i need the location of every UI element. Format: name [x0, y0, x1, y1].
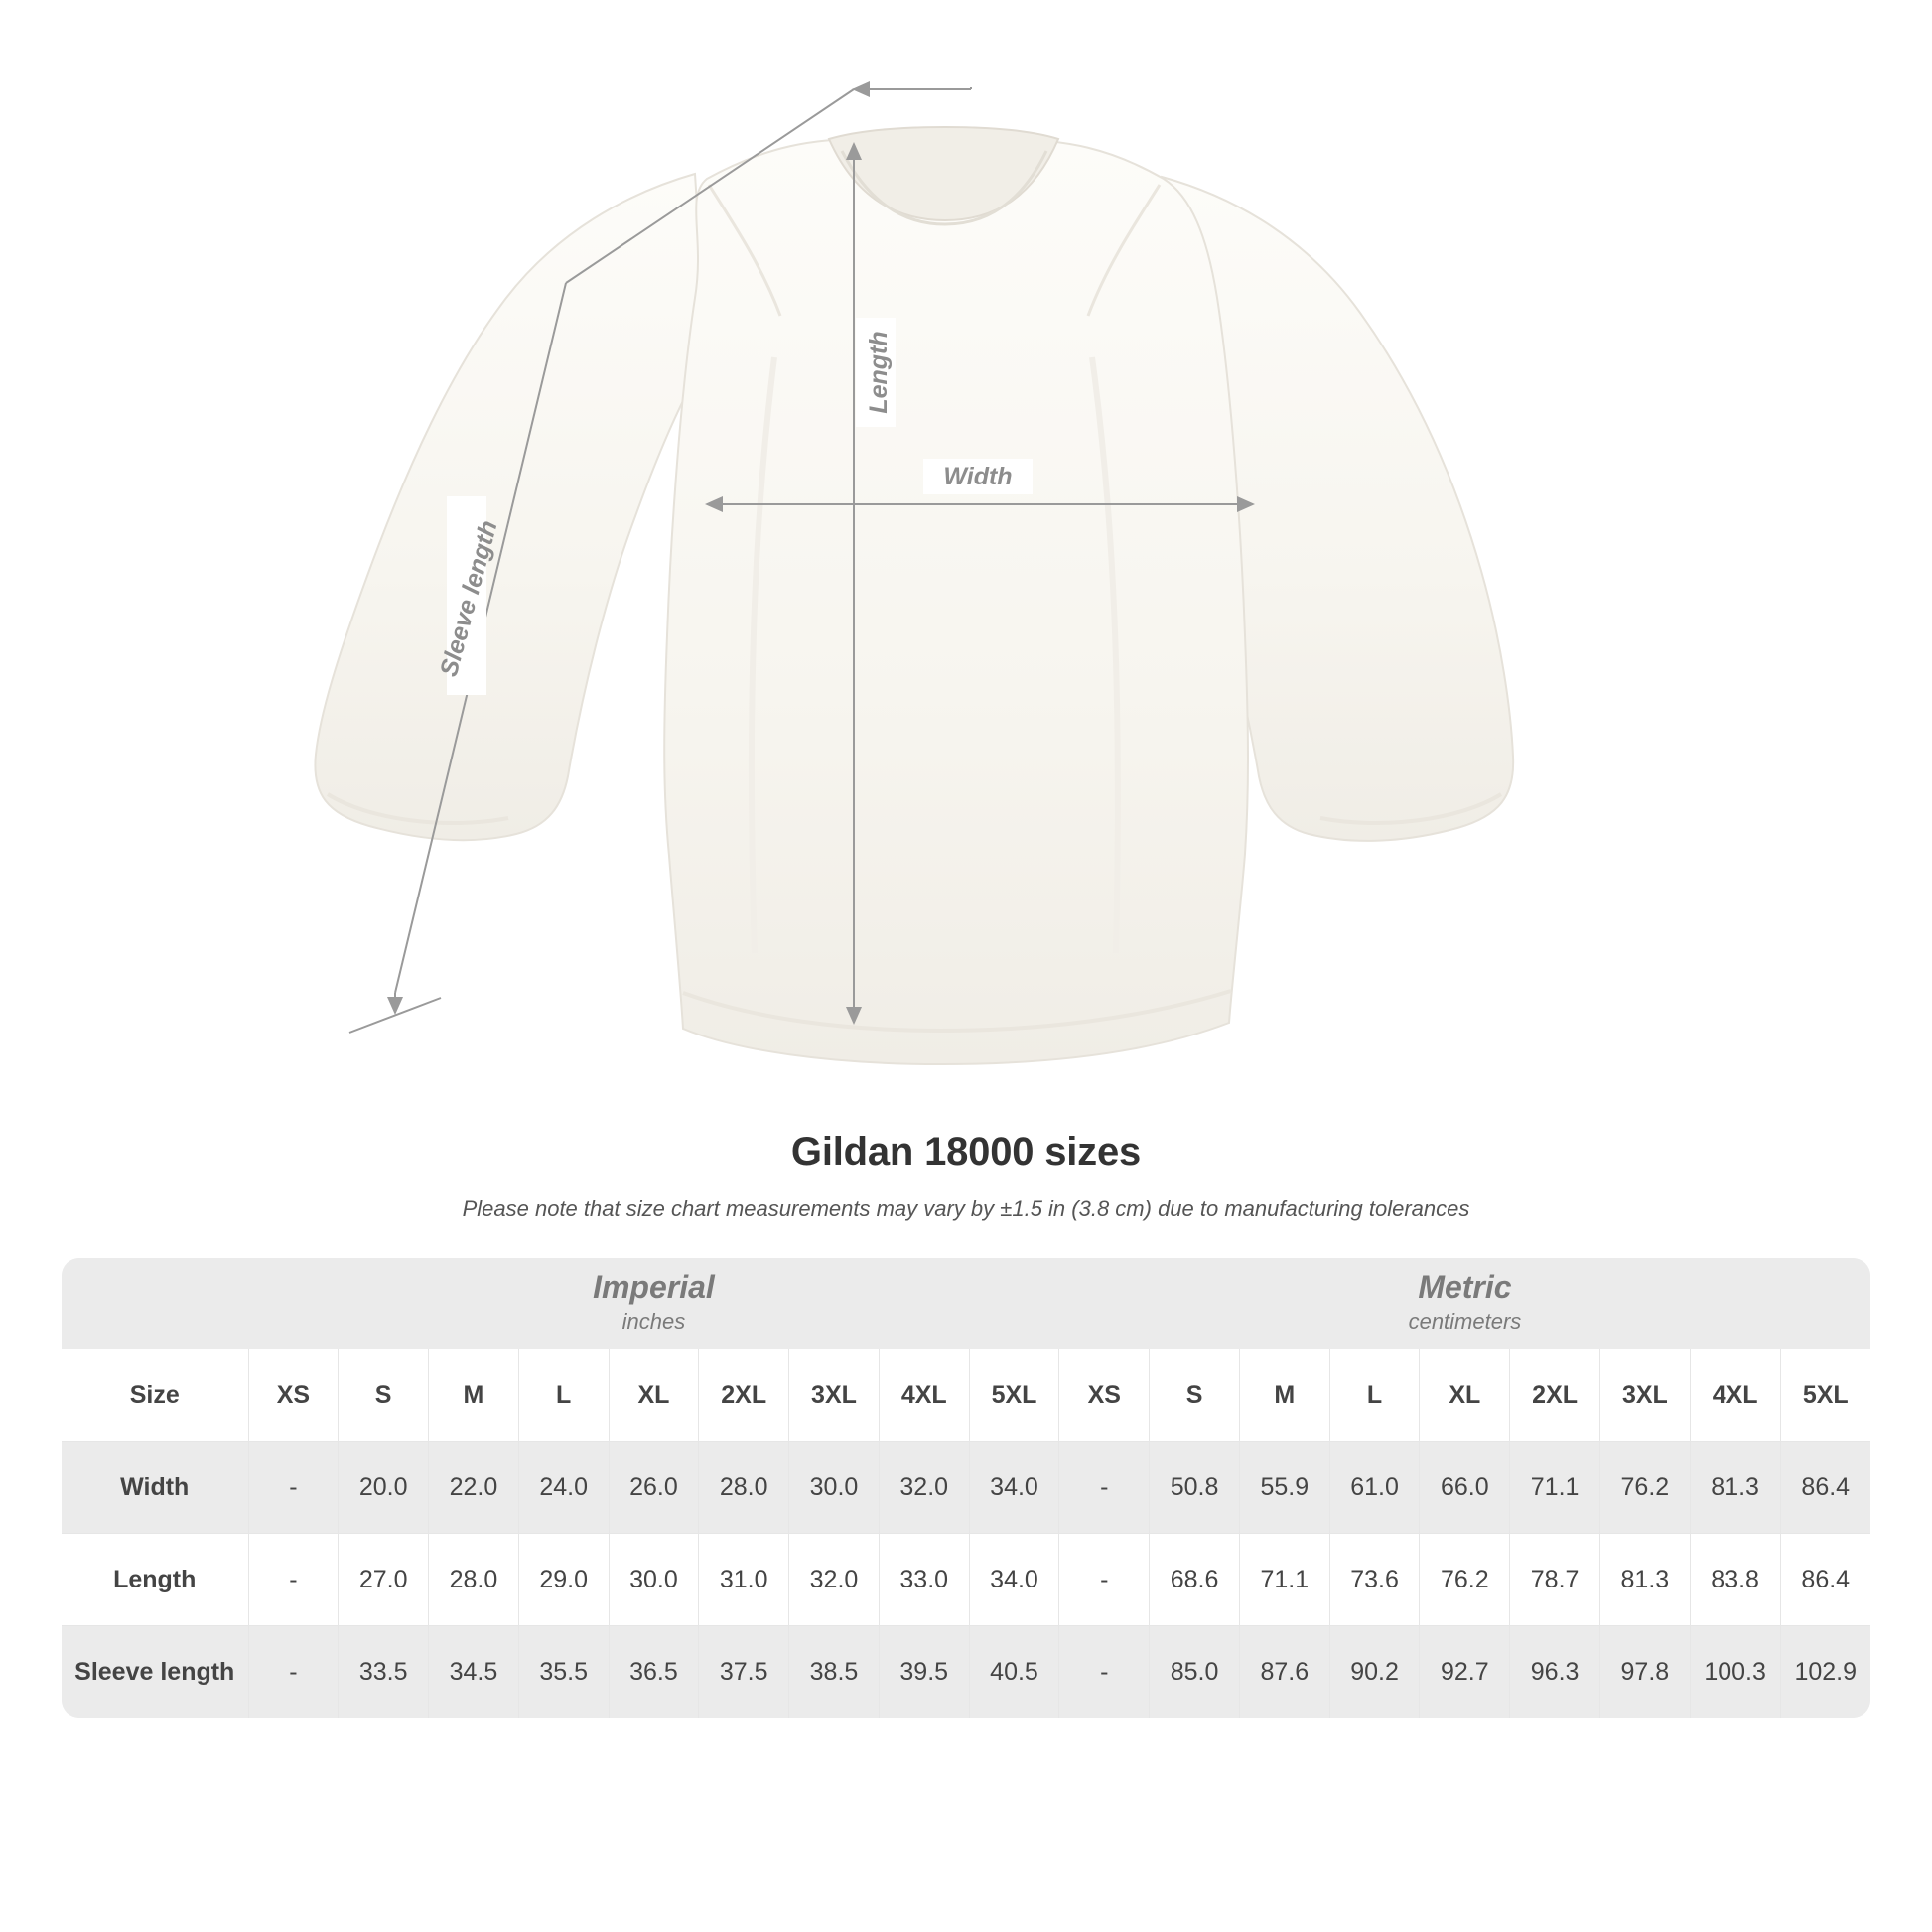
cell-sleeve-metric-s: 85.0 — [1150, 1626, 1240, 1719]
cell-width-metric-5xl: 86.4 — [1780, 1442, 1870, 1534]
cell-length-metric-xl: 76.2 — [1420, 1534, 1510, 1626]
size-header-metric-4xl: 4XL — [1690, 1349, 1780, 1442]
cell-width-metric-3xl: 76.2 — [1599, 1442, 1690, 1534]
cell-sleeve-imperial-m: 34.5 — [429, 1626, 519, 1719]
size-header-row — [62, 1349, 1870, 1442]
cell-width-metric-m: 55.9 — [1239, 1442, 1329, 1534]
cell-length-imperial-s: 27.0 — [339, 1534, 429, 1626]
cell-sleeve-imperial-xl: 36.5 — [609, 1626, 699, 1719]
cell-length-metric-xs: - — [1059, 1534, 1150, 1626]
size-table — [62, 1258, 1870, 1718]
unit-sub-metric: centimeters — [1408, 1309, 1522, 1334]
table-row — [62, 1442, 1870, 1534]
cell-sleeve-metric-xs: - — [1059, 1626, 1150, 1719]
cell-length-metric-s: 68.6 — [1150, 1534, 1240, 1626]
size-header-metric-3xl: 3XL — [1599, 1349, 1690, 1442]
cell-sleeve-metric-3xl: 97.8 — [1599, 1626, 1690, 1719]
garment-shape — [315, 127, 1513, 1064]
size-header-metric-l: L — [1329, 1349, 1420, 1442]
cell-length-imperial-xs: - — [248, 1534, 339, 1626]
unit-title-imperial: Imperial — [593, 1269, 715, 1306]
label-width: Width — [943, 463, 1013, 490]
cell-sleeve-imperial-s: 33.5 — [339, 1626, 429, 1719]
size-header-imperial-s: S — [339, 1349, 429, 1442]
cell-width-metric-4xl: 81.3 — [1690, 1442, 1780, 1534]
unit-title-metric: Metric — [1418, 1269, 1512, 1306]
row-label-sleeve-length: Sleeve length — [62, 1626, 248, 1719]
cell-length-imperial-xl: 30.0 — [609, 1534, 699, 1626]
cell-length-metric-3xl: 81.3 — [1599, 1534, 1690, 1626]
cell-sleeve-imperial-l: 35.5 — [518, 1626, 609, 1719]
cell-length-metric-5xl: 86.4 — [1780, 1534, 1870, 1626]
row-label-width: Width — [62, 1442, 248, 1534]
cell-width-metric-xl: 66.0 — [1420, 1442, 1510, 1534]
cell-sleeve-imperial-5xl: 40.5 — [969, 1626, 1059, 1719]
cell-sleeve-imperial-3xl: 38.5 — [789, 1626, 880, 1719]
cell-length-imperial-m: 28.0 — [429, 1534, 519, 1626]
cell-width-imperial-m: 22.0 — [429, 1442, 519, 1534]
cell-sleeve-metric-4xl: 100.3 — [1690, 1626, 1780, 1719]
cell-sleeve-imperial-4xl: 39.5 — [879, 1626, 969, 1719]
size-header-imperial-xs: XS — [248, 1349, 339, 1442]
page-title: Gildan 18000 sizes — [790, 1130, 1142, 1173]
cell-sleeve-metric-xl: 92.7 — [1420, 1626, 1510, 1719]
label-sleeve-length: Sleeve length — [434, 517, 503, 680]
row-label-length: Length — [62, 1534, 248, 1626]
tolerance-note: Please note that size chart measurements may vary by ±1.5 in (3.8 cm) due to manufacturing tolerances — [462, 1196, 1470, 1221]
size-header-label: Size — [62, 1349, 248, 1442]
cell-width-metric-s: 50.8 — [1150, 1442, 1240, 1534]
unit-header-row — [62, 1258, 1870, 1349]
cell-width-imperial-l: 24.0 — [518, 1442, 609, 1534]
size-header-imperial-l: L — [518, 1349, 609, 1442]
cell-length-imperial-l: 29.0 — [518, 1534, 609, 1626]
cell-length-metric-2xl: 78.7 — [1510, 1534, 1600, 1626]
size-header-imperial-3xl: 3XL — [789, 1349, 880, 1442]
cell-length-metric-m: 71.1 — [1239, 1534, 1329, 1626]
cell-sleeve-metric-l: 90.2 — [1329, 1626, 1420, 1719]
cell-sleeve-imperial-2xl: 37.5 — [699, 1626, 789, 1719]
size-header-metric-s: S — [1150, 1349, 1240, 1442]
cell-length-imperial-4xl: 33.0 — [879, 1534, 969, 1626]
cell-length-metric-4xl: 83.8 — [1690, 1534, 1780, 1626]
unit-sub-imperial: inches — [621, 1309, 686, 1334]
size-header-metric-m: M — [1239, 1349, 1329, 1442]
unit-header-imperial — [248, 1258, 1059, 1349]
cell-width-imperial-s: 20.0 — [339, 1442, 429, 1534]
size-header-metric-5xl: 5XL — [1780, 1349, 1870, 1442]
cell-width-metric-2xl: 71.1 — [1510, 1442, 1600, 1534]
title-block — [0, 1130, 1932, 1222]
size-table-container — [62, 1258, 1870, 1718]
cell-sleeve-imperial-xs: - — [248, 1626, 339, 1719]
table-row — [62, 1626, 1870, 1719]
label-length: Length — [865, 331, 893, 414]
size-header-metric-xl: XL — [1420, 1349, 1510, 1442]
size-header-imperial-xl: XL — [609, 1349, 699, 1442]
size-header-imperial-2xl: 2XL — [699, 1349, 789, 1442]
size-header-imperial-5xl: 5XL — [969, 1349, 1059, 1442]
cell-length-imperial-5xl: 34.0 — [969, 1534, 1059, 1626]
cell-length-metric-l: 73.6 — [1329, 1534, 1420, 1626]
unit-header-metric — [1059, 1258, 1870, 1349]
size-header-imperial-m: M — [429, 1349, 519, 1442]
size-header-metric-xs: XS — [1059, 1349, 1150, 1442]
cell-width-imperial-xs: - — [248, 1442, 339, 1534]
cell-width-imperial-5xl: 34.0 — [969, 1442, 1059, 1534]
size-header-imperial-4xl: 4XL — [879, 1349, 969, 1442]
cell-width-metric-l: 61.0 — [1329, 1442, 1420, 1534]
cell-width-imperial-xl: 26.0 — [609, 1442, 699, 1534]
cell-width-imperial-3xl: 30.0 — [789, 1442, 880, 1534]
cell-length-imperial-2xl: 31.0 — [699, 1534, 789, 1626]
cell-sleeve-metric-2xl: 96.3 — [1510, 1626, 1600, 1719]
unit-header-spacer — [62, 1258, 248, 1349]
cell-width-imperial-2xl: 28.0 — [699, 1442, 789, 1534]
size-header-metric-2xl: 2XL — [1510, 1349, 1600, 1442]
cell-width-metric-xs: - — [1059, 1442, 1150, 1534]
cell-sleeve-metric-m: 87.6 — [1239, 1626, 1329, 1719]
cell-width-imperial-4xl: 32.0 — [879, 1442, 969, 1534]
table-row — [62, 1534, 1870, 1626]
cell-sleeve-metric-5xl: 102.9 — [1780, 1626, 1870, 1719]
cell-length-imperial-3xl: 32.0 — [789, 1534, 880, 1626]
